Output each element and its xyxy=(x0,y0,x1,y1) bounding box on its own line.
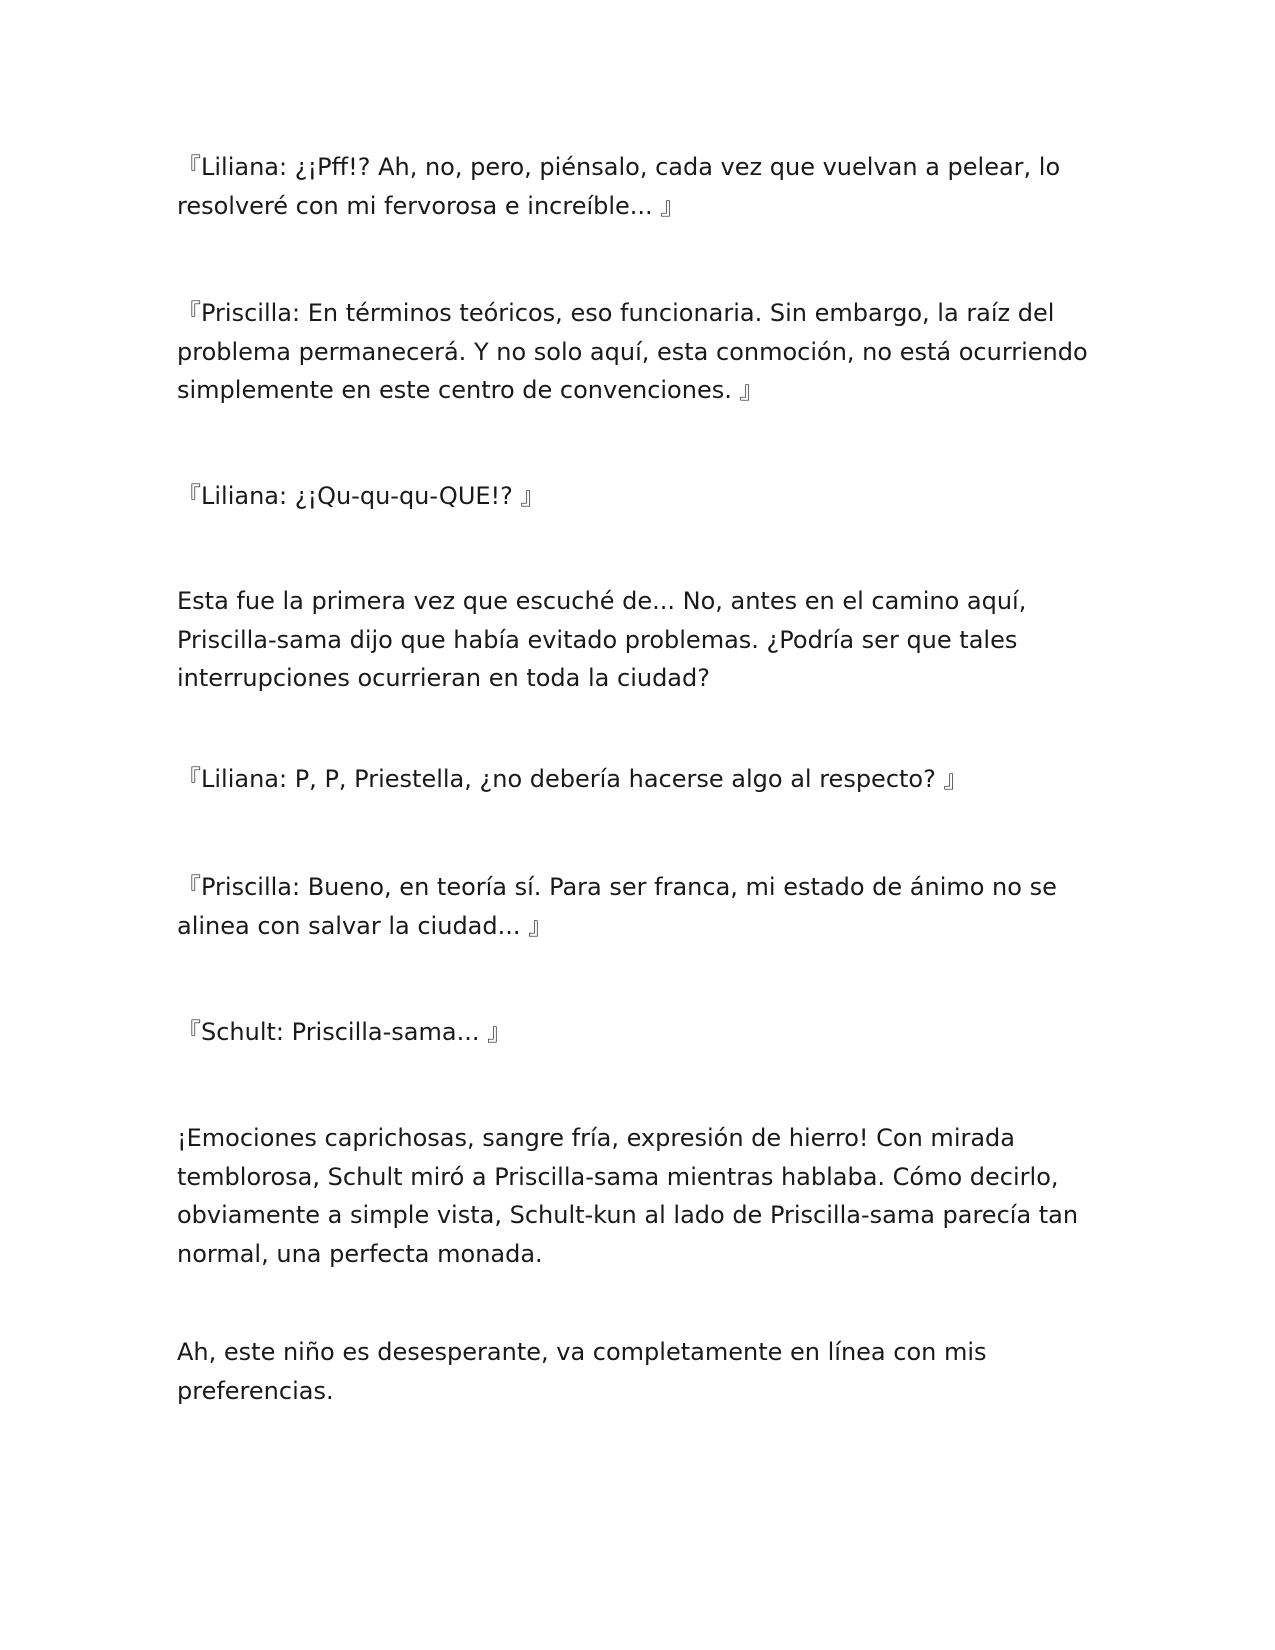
text-line: resolveré con mi fervorosa e increíble... 』 xyxy=(177,191,685,220)
text-line: normal, una perfecta monada. xyxy=(177,1239,543,1268)
text-line: ¡Emociones caprichosas, sangre fría, expresión de hierro! Con mirada xyxy=(177,1124,1015,1152)
text-line: 『Priscilla: Bueno, en teoría sí. Para ser franca, mi estado de ánimo no se xyxy=(177,873,1057,901)
narration-1 xyxy=(177,582,1097,698)
text-line: 『Liliana: P, P, Priestella, ¿no debería hacerse algo al respecto? 』 xyxy=(177,765,968,793)
dialogue-priscilla-2 xyxy=(177,868,1097,945)
narration-3 xyxy=(177,1333,1097,1410)
text-line: interrupciones ocurrieran en toda la ciudad? xyxy=(177,664,710,692)
text-line: obviamente a simple vista, Schult-kun al lado de Priscilla-sama parecía tan xyxy=(177,1201,1079,1229)
dialogue-liliana-1 xyxy=(177,148,1097,225)
text-line: 『Schult: Priscilla-sama... 』 xyxy=(177,1018,512,1046)
text-line: Ah, este niño es desesperante, va completamente en línea con mis xyxy=(177,1338,987,1366)
text-line: problema permanecerá. Y no solo aquí, esta conmoción, no está ocurriendo xyxy=(177,337,1088,366)
text-line: alinea con salvar la ciudad... 』 xyxy=(177,911,553,940)
text-line: preferencias. xyxy=(177,1376,334,1405)
text-line: Esta fue la primera vez que escuché de... No, antes en el camino aquí, xyxy=(177,587,1027,615)
dialogue-priscilla-1 xyxy=(177,294,1097,410)
dialogue-schult-1 xyxy=(177,1013,1097,1052)
text-line: 『Liliana: ¿¡Qu-qu-qu-QUE!? 』 xyxy=(177,482,545,510)
text-line: 『Priscilla: En términos teóricos, eso funcionaria. Sin embargo, la raíz del xyxy=(177,299,1055,327)
dialogue-liliana-3 xyxy=(177,760,1097,799)
text-line: temblorosa, Schult miró a Priscilla-sama mientras hablaba. Cómo decirlo, xyxy=(177,1162,1059,1191)
text-line: Priscilla-sama dijo que había evitado problemas. ¿Podría ser que tales xyxy=(177,625,1018,654)
text-line: 『Liliana: ¿¡Pff!? Ah, no, pero, piénsalo, cada vez que vuelvan a pelear, lo xyxy=(177,153,1061,181)
text-line: simplemente en este centro de convenciones. 』 xyxy=(177,376,764,404)
narration-2 xyxy=(177,1119,1097,1273)
dialogue-liliana-2 xyxy=(177,477,1097,516)
